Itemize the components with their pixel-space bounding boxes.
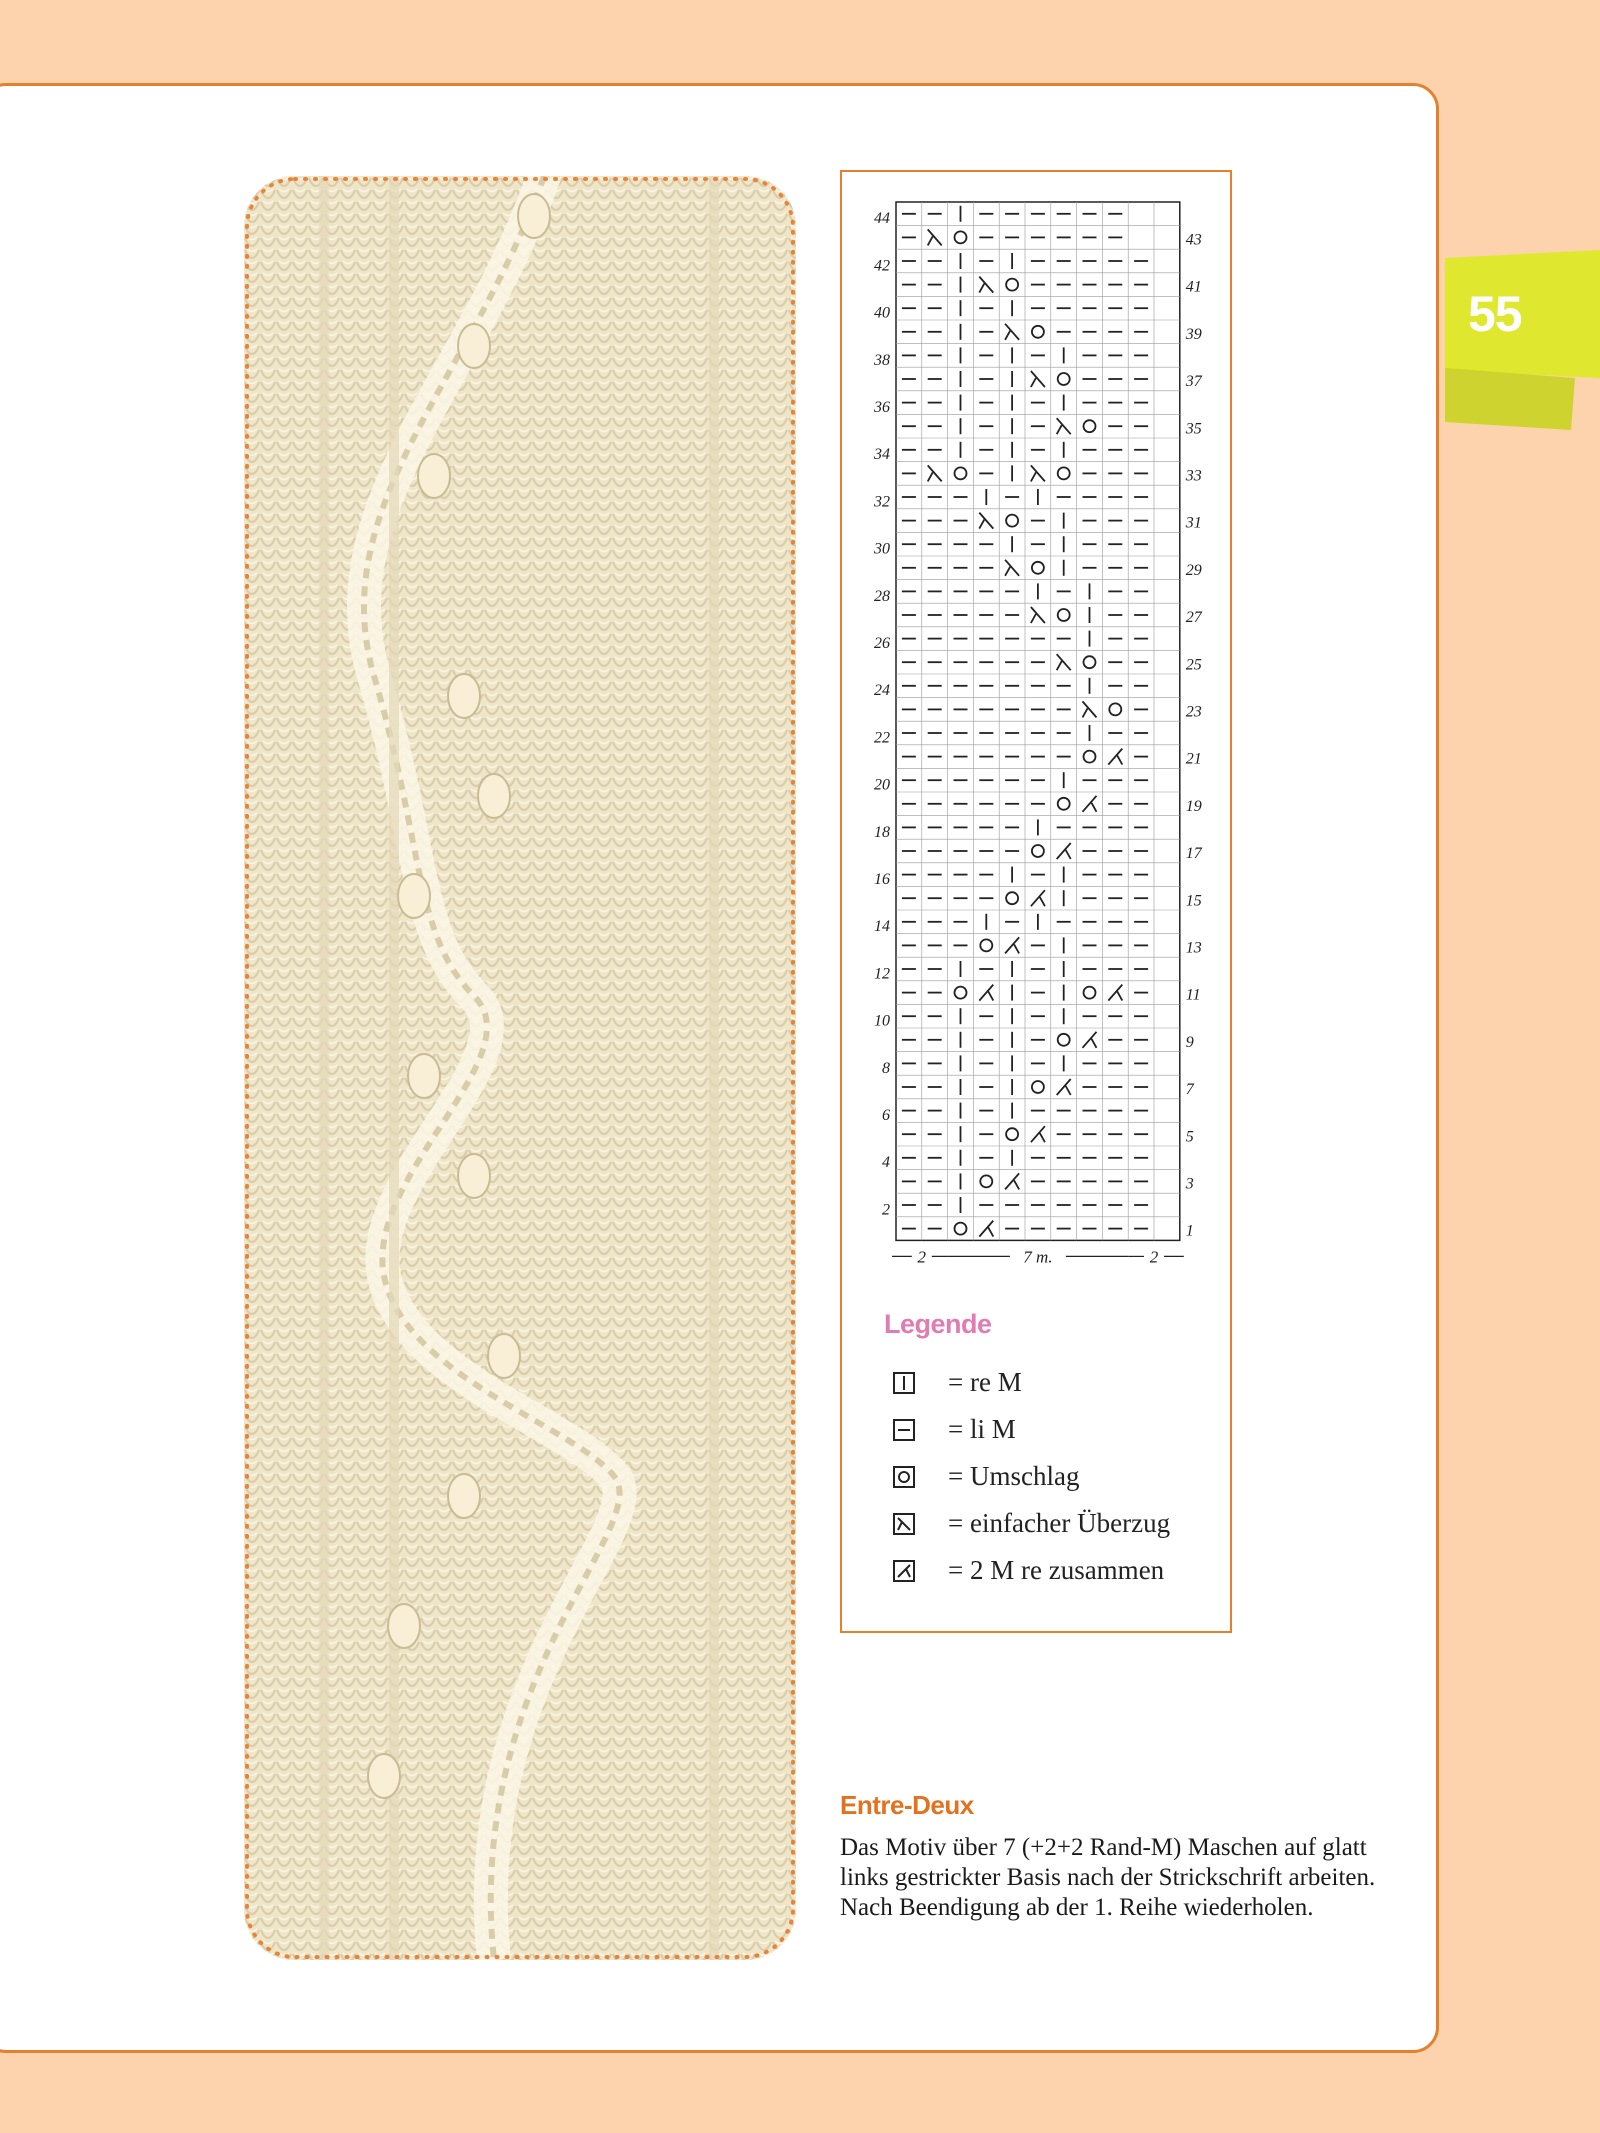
chart-yarn-over-symbol	[1006, 1128, 1018, 1140]
chart-row-label-right: 17	[1185, 845, 1202, 863]
chart-row-label-left: 22	[874, 729, 890, 747]
knit-two-together-icon	[891, 1558, 917, 1584]
chart-row-label-left: 28	[874, 587, 890, 605]
chart-row-label-left: 20	[874, 776, 890, 794]
chart-yarn-over-symbol	[1032, 845, 1044, 857]
chart-row-label-left: 26	[874, 635, 890, 653]
pattern-description-line: Nach Beendigung ab der 1. Reihe wiederholen.	[840, 1894, 1314, 1921]
chart-k2tog-symbol	[1108, 749, 1122, 765]
legend-text-ssk: = einfacher Überzug	[948, 1508, 1171, 1538]
legend-item-knit	[891, 1359, 1170, 1406]
chart-row-label-left: 6	[882, 1107, 890, 1125]
chart-yarn-over-symbol	[1058, 1034, 1070, 1046]
chart-ssk-symbol	[1057, 654, 1071, 670]
chart-k2tog-symbol	[1083, 796, 1097, 812]
chart-yarn-over-symbol	[1032, 326, 1044, 338]
chart-row-label-left: 44	[874, 210, 890, 228]
chart-yarn-over-symbol	[1032, 1081, 1044, 1093]
chart-ssk-symbol	[1031, 465, 1045, 481]
chart-yarn-over-symbol	[1006, 515, 1018, 527]
chart-yarn-over-symbol	[1084, 751, 1096, 763]
page-number: 55	[1468, 286, 1522, 342]
chart-ssk-symbol	[1031, 371, 1045, 387]
chart-yarn-over-symbol	[1058, 609, 1070, 621]
chart-bottom-label-right: 2	[1149, 1247, 1159, 1267]
legend-title: Legende	[884, 1309, 992, 1339]
chart-yarn-over-symbol	[1109, 703, 1121, 715]
chart-yarn-over-symbol	[1058, 373, 1070, 385]
chart-row-label-left: 14	[874, 918, 890, 936]
chart-k2tog-symbol	[1057, 1079, 1071, 1095]
chart-row-label-right: 19	[1185, 797, 1202, 815]
chart-row-label-right: 3	[1185, 1175, 1194, 1193]
chart-row-label-right: 35	[1185, 420, 1202, 438]
chart-ssk-symbol	[1005, 324, 1019, 340]
chart-row-label-right: 27	[1185, 609, 1202, 627]
chart-ssk-symbol	[979, 513, 993, 529]
chart-row-label-left: 34	[874, 446, 890, 464]
chart-row-label-left: 36	[874, 399, 890, 417]
legend-text-k2tog: = 2 M re zusammen	[948, 1555, 1165, 1585]
chart-yarn-over-symbol	[1084, 656, 1096, 668]
chart-yarn-over-symbol	[980, 939, 992, 951]
chart-yarn-over-symbol	[955, 1223, 967, 1235]
chart-row-label-right: 41	[1185, 278, 1202, 296]
knit-stitch-icon	[891, 1370, 917, 1396]
knitted-swatch-image	[244, 176, 796, 1960]
chart-row-label-right: 43	[1185, 231, 1202, 249]
chart-row-label-left: 42	[874, 257, 890, 275]
chart-row-label-right: 7	[1185, 1081, 1194, 1099]
chart-row-label-left: 24	[874, 682, 890, 700]
pattern-description	[840, 1833, 1420, 1923]
chart-bottom-label-left: 2	[917, 1247, 927, 1267]
chart-yarn-over-symbol	[1058, 467, 1070, 479]
yarn-over-icon	[891, 1464, 917, 1490]
knitting-chart	[842, 172, 1234, 1272]
chart-yarn-over-symbol	[1084, 420, 1096, 432]
chart-row-label-right: 39	[1185, 325, 1202, 343]
chart-ssk-symbol	[979, 277, 993, 293]
chart-row-label-right: 5	[1185, 1128, 1194, 1146]
chart-row-label-left: 38	[874, 351, 890, 369]
chart-yarn-over-symbol	[955, 231, 967, 243]
chart-yarn-over-symbol	[1058, 798, 1070, 810]
chart-ssk-symbol	[1057, 418, 1071, 434]
chart-k2tog-symbol	[1031, 1126, 1045, 1142]
chart-k2tog-symbol	[1005, 1173, 1019, 1189]
chart-row-label-left: 4	[882, 1154, 890, 1172]
legend-list	[891, 1359, 1170, 1594]
chart-ssk-symbol	[928, 465, 942, 481]
chart-row-label-left: 40	[874, 304, 890, 322]
pattern-description-line: links gestrickter Basis nach der Strickschrift arbeiten.	[840, 1864, 1376, 1891]
chart-yarn-over-symbol	[1006, 892, 1018, 904]
chart-ssk-symbol	[1005, 560, 1019, 576]
chart-k2tog-symbol	[979, 1221, 993, 1237]
chart-row-label-right: 9	[1185, 1033, 1194, 1051]
chart-row-label-left: 18	[874, 823, 890, 841]
chart-row-label-left: 12	[874, 965, 890, 983]
chart-row-label-left: 30	[874, 540, 890, 558]
chart-ssk-symbol	[1031, 607, 1045, 623]
chart-k2tog-symbol	[1005, 937, 1019, 953]
chart-row-label-left: 10	[874, 1012, 890, 1030]
chart-yarn-over-symbol	[980, 1175, 992, 1187]
chart-row-label-left: 16	[874, 871, 890, 889]
purl-stitch-icon	[891, 1417, 917, 1443]
chart-yarn-over-symbol	[955, 987, 967, 999]
chart-row-label-right: 31	[1185, 514, 1202, 532]
chart-ssk-symbol	[928, 229, 942, 245]
chart-row-label-right: 33	[1185, 467, 1202, 485]
chart-k2tog-symbol	[1031, 890, 1045, 906]
chart-ssk-symbol	[1083, 701, 1097, 717]
legend-text-knit: = re M	[948, 1367, 1022, 1397]
chart-row-label-left: 2	[882, 1201, 890, 1219]
legend-text-purl: = li M	[948, 1414, 1016, 1444]
chart-row-label-right: 23	[1185, 703, 1202, 721]
chart-yarn-over-symbol	[1032, 562, 1044, 574]
chart-row-label-right: 1	[1185, 1222, 1194, 1240]
chart-row-label-right: 13	[1185, 939, 1202, 957]
slip-slip-knit-icon	[891, 1511, 917, 1537]
chart-row-label-right: 21	[1185, 750, 1202, 768]
chart-row-label-right: 11	[1185, 986, 1201, 1004]
chart-row-label-right: 25	[1185, 656, 1202, 674]
pattern-title: Entre-Deux	[840, 1790, 974, 1820]
legend-item-k2tog	[891, 1547, 1170, 1594]
chart-yarn-over-symbol	[1084, 987, 1096, 999]
knitting-chart-panel	[840, 170, 1232, 1633]
legend-item-purl	[891, 1406, 1170, 1453]
legend-item-yarn-over	[891, 1453, 1170, 1500]
legend-text-yarn-over: = Umschlag	[948, 1461, 1080, 1491]
chart-row-label-right: 37	[1185, 373, 1202, 391]
chart-k2tog-symbol	[1108, 985, 1122, 1001]
chart-k2tog-symbol	[979, 985, 993, 1001]
chart-k2tog-symbol	[1057, 843, 1071, 859]
chart-row-label-left: 32	[874, 493, 890, 511]
chart-row-label-left: 8	[882, 1059, 890, 1077]
chart-yarn-over-symbol	[1006, 279, 1018, 291]
chart-row-label-right: 15	[1185, 892, 1202, 910]
chart-k2tog-symbol	[1083, 1032, 1097, 1048]
chart-yarn-over-symbol	[955, 467, 967, 479]
pattern-description-line: Das Motiv über 7 (+2+2 Rand-M) Maschen auf glatt	[840, 1834, 1367, 1861]
chart-row-label-right: 29	[1185, 561, 1202, 579]
legend-item-ssk	[891, 1500, 1170, 1547]
chart-bottom-label-center: 7 m.	[1023, 1247, 1053, 1267]
